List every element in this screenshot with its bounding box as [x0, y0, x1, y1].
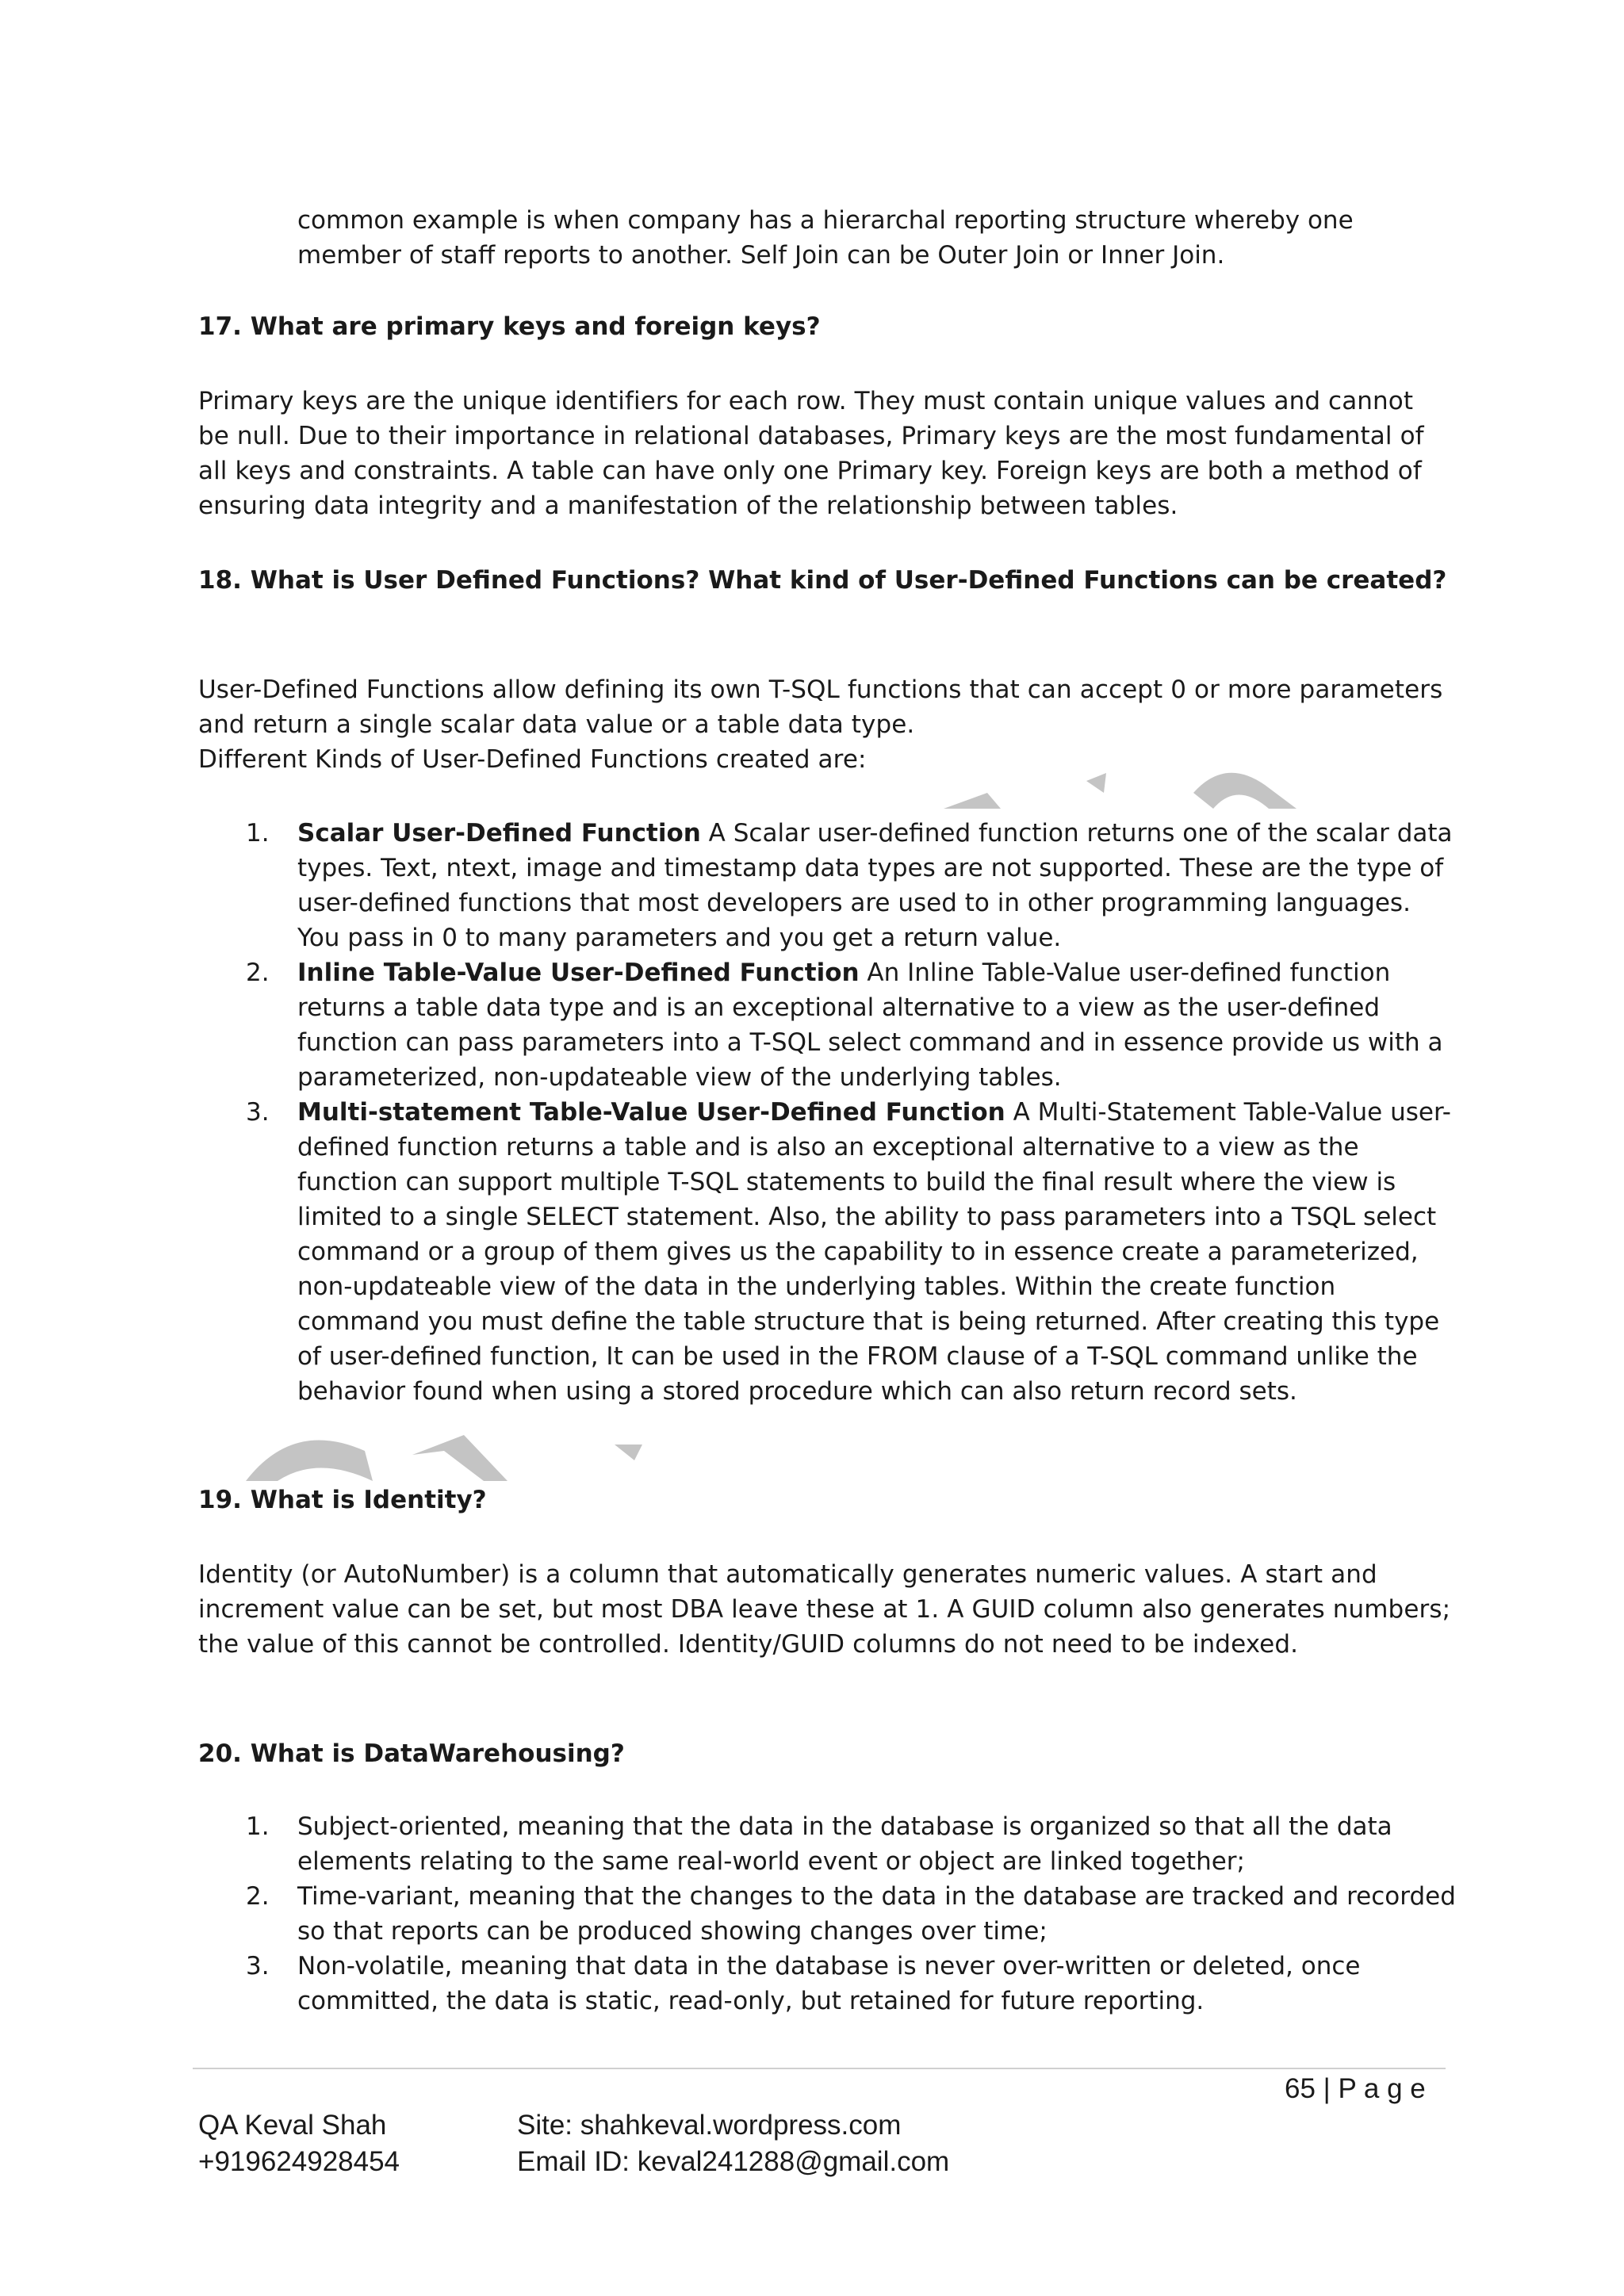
self-join-continuation: common example is when company has a hierarchal reporting structure whereby one member of staff reports to another. Self Join can be Outer Join or Inner Join.	[297, 206, 1354, 270]
question-18-answer	[198, 672, 1451, 777]
datawarehousing-list	[198, 1809, 1459, 2019]
footer-divider	[193, 2068, 1446, 2069]
list-item-text: Subject-oriented, meaning that the data in the database is organized so that all the data elements relating to the same real-world event or object are linked together;	[297, 1812, 1392, 1876]
question-18-heading: 18. What is User Defined Functions? What kind of User-Defined Functions can be created?	[198, 566, 1447, 595]
question-18-answer-line2: Different Kinds of User-Defined Functions created are:	[198, 745, 867, 774]
list-item-text: A Multi-Statement Table-Value user-defined function returns a table and is also an exceptional alternative to a view as the function can support multiple T-SQL statements to build the final result where the view is limited to a single SELECT statement. Also, the ability to pass parameters into a TSQL select command or a group of them gives us the capability to in essence create a parameterized, non-updateable view of the data in the underlying tables. Within the create function command you must define the table structure that is being returned. After creating this type of user-defined function, It can be used in the FROM clause of a T-SQL command unlike the behavior found when using a stored procedure which can also return record sets.	[297, 1098, 1451, 1406]
list-item-number: 2.	[246, 1882, 270, 1911]
question-20-heading: 20. What is DataWarehousing?	[198, 1739, 625, 1768]
page-number: 65 | P a g e	[1285, 2073, 1426, 2104]
list-item-title: Inline Table-Value User-Defined Function	[297, 959, 860, 987]
list-item	[198, 816, 1459, 955]
list-item-number: 1.	[246, 1812, 270, 1841]
question-17-heading: 17. What are primary keys and foreign keys?	[198, 312, 821, 341]
list-item	[198, 1095, 1459, 1409]
list-item-number: 3.	[246, 1098, 270, 1127]
question-19-answer: Identity (or AutoNumber) is a column that automatically generates numeric values. A start and increment value can be set, but most DBA leave these at 1. A GUID column also generates numbers; the value of this cannot be controlled. Identity/GUID columns do not need to be indexed.	[198, 1560, 1451, 1659]
udf-kinds-list	[198, 816, 1459, 1409]
list-item-number: 2.	[246, 959, 270, 987]
list-item-text: A Scalar user-defined function returns one of the scalar data types. Text, ntext, image and timestamp data types are not supported. These are the type of user-defined functions that most developers are used to in other programming languages. You pass in 0 to many parameters and you get a return value.	[297, 819, 1453, 952]
list-item	[198, 1879, 1459, 1949]
footer-site: Site: shahkeval.wordpress.com	[517, 2110, 902, 2141]
list-item-title: Multi-statement Table-Value User-Defined Function	[297, 1098, 1005, 1127]
footer-phone: +919624928454	[198, 2146, 400, 2177]
list-item-text: An Inline Table-Value user-defined function returns a table data type and is an exceptional alternative to a view as the user-defined function can pass parameters into a T-SQL select command and in essence provide us with a parameterized, non-updateable view of the underlying tables.	[297, 959, 1443, 1092]
list-item	[198, 955, 1459, 1095]
list-item-text: Time-variant, meaning that the changes to the data in the database are tracked and recorded so that reports can be produced showing changes over time;	[297, 1882, 1456, 1946]
question-19-heading: 19. What is Identity?	[198, 1486, 487, 1514]
list-item	[198, 1809, 1459, 1879]
question-17-answer: Primary keys are the unique identifiers for each row. They must contain unique values and cannot be null. Due to their importance in relational databases, Primary keys are the most fundamental of all keys and constraints. A table can have only one Primary key. Foreign keys are both a method of ensuring data integrity and a manifestation of the relationship between tables.	[198, 387, 1424, 520]
list-item-number: 1.	[246, 819, 270, 848]
list-item	[198, 1949, 1459, 2019]
list-item-number: 3.	[246, 1952, 270, 1980]
list-item-text: Non-volatile, meaning that data in the database is never over-written or deleted, once committed, the data is static, read-only, but retained for future reporting.	[297, 1952, 1361, 2015]
footer-email: Email ID: keval241288@gmail.com	[517, 2146, 950, 2177]
question-18-answer-line1: User-Defined Functions allow defining its own T-SQL functions that can accept 0 or more parameters and return a single scalar data value or a table data type.	[198, 675, 1443, 739]
list-item-title: Scalar User-Defined Function	[297, 819, 701, 848]
footer-author: QA Keval Shah	[198, 2110, 387, 2141]
